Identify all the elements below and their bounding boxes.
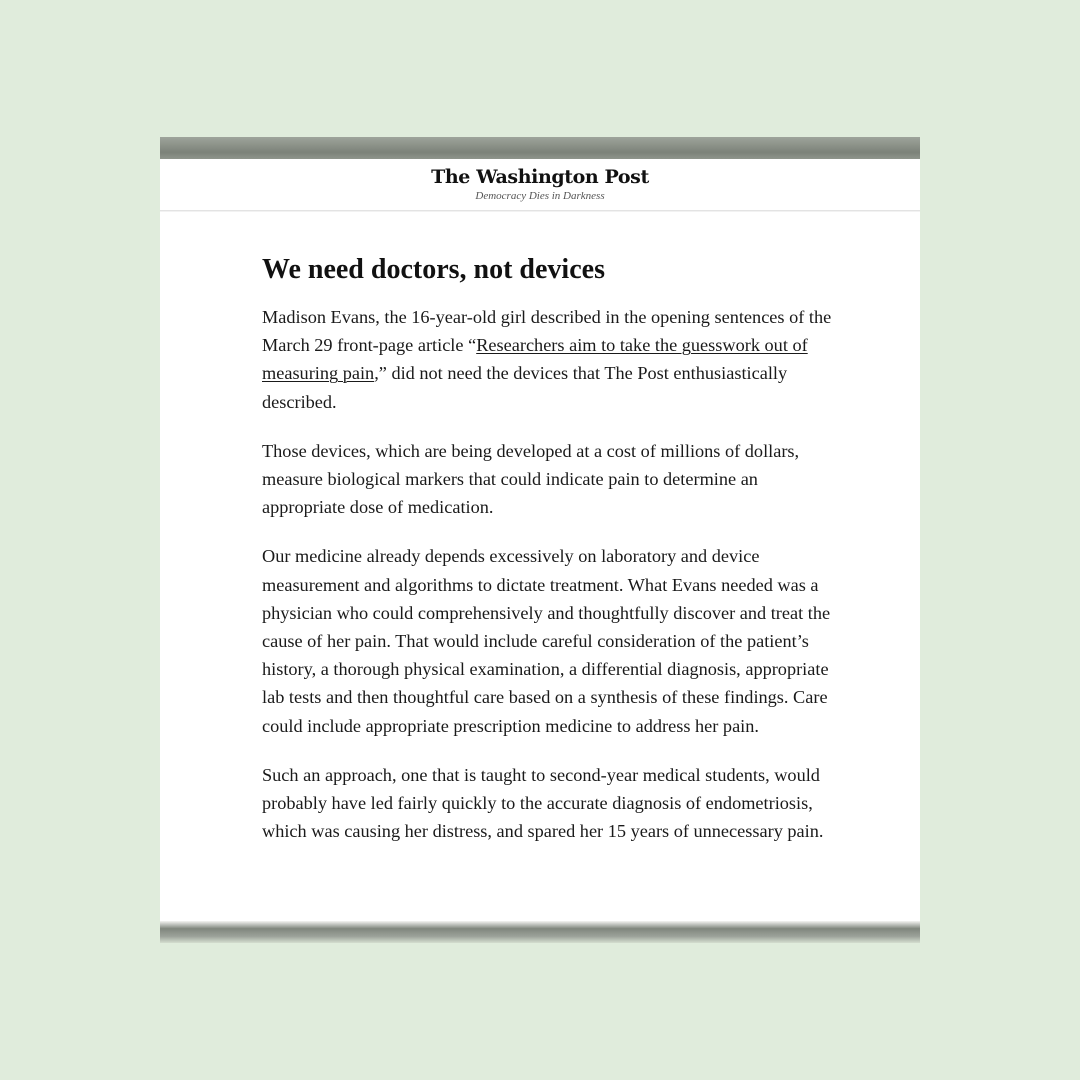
paragraph-2: Those devices, which are being developed at a cost of millions of dollars, measure biological markers that could indicate pain to determine an appropriate dose of medication. [262,440,800,518]
paragraph-1-intro: Madison Evans, the 16-year-old girl described in the opening sentences of the March 29 front-page article “ [262,307,832,356]
masthead [160,159,920,211]
referenced-article-link[interactable]: Researchers aim to take the guesswork out of measuring pain [262,335,808,384]
top-shadow-band [160,137,920,159]
article-card [160,137,920,943]
article-body [262,252,832,845]
paragraph-4: Such an approach, one that is taught to second-year medical students, would probably have led fairly quickly to the accurate diagnosis of endometriosis, which was causing her distress, and spared her 15 years of unnecessary pain. [262,764,824,842]
paragraph-1-rest: ,” did not need the devices that The Post enthusiastically described. [262,363,788,412]
article-headline: We need doctors, not devices [262,254,605,285]
bottom-shadow-band [160,921,920,943]
paragraph-1 [262,303,832,416]
masthead-tagline: Democracy Dies in Darkness [475,190,605,202]
paragraph-3: Our medicine already depends excessively on laboratory and device measurement and algorithms to dictate treatment. What Evans needed was a physician who could comprehensively and thoughtfully discover and treat the cause of her pain. That would include careful consideration of the patient’s history, a thorough physical examination, a differential diagnosis, appropriate lab tests and then thoughtful care based on a synthesis of these findings. Care could include appropriate prescription medicine to address her pain. [262,546,831,736]
washington-post-logo[interactable]: The Washington Post [431,166,649,188]
